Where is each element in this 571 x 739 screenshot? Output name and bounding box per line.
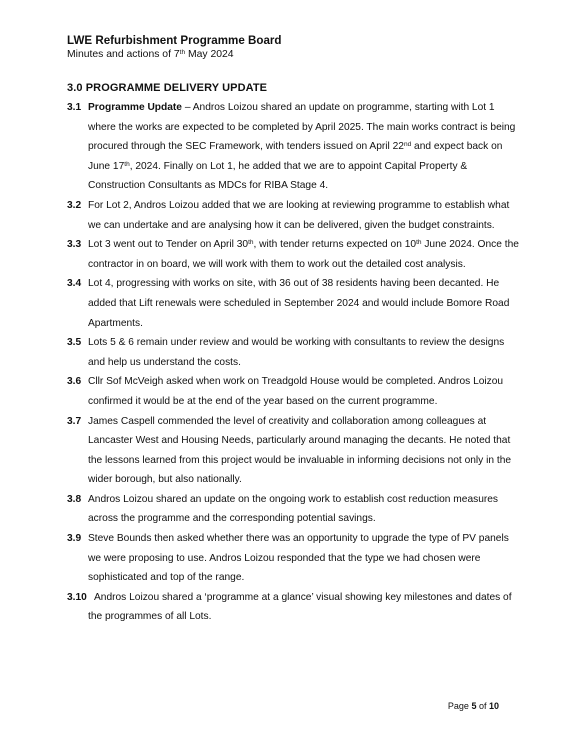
minutes-item-3-1 bbox=[67, 98, 519, 196]
page-footer bbox=[448, 700, 499, 712]
item-text: For Lot 2, Andros Loizou added that we are looking at reviewing programme to establish what we can undertake and are analysing how it can be delivered, given the budget constraints. bbox=[88, 199, 510, 231]
section-heading: 3.0 PROGRAMME DELIVERY UPDATE bbox=[67, 82, 268, 94]
item-text-part: Lot 3 went out to Tender on April 30 bbox=[88, 239, 249, 251]
item-text: Lots 5 & 6 remain under review and would be working with consultants to review the designs and help us understand the costs. bbox=[88, 337, 505, 368]
minutes-item-3-3 bbox=[67, 235, 519, 274]
item-superscript: th bbox=[124, 160, 130, 168]
item-superscript: th bbox=[416, 239, 422, 247]
document-title: LWE Refurbishment Programme Board bbox=[67, 34, 282, 47]
item-number: 3.2 bbox=[67, 199, 82, 211]
item-text-part: , 2024. Finally on Lot 1, he added that we are to appoint Capital Property & Construction Consultants as MDCs for RIBA Stage 4. bbox=[88, 160, 468, 192]
subtitle-prefix: Minutes and actions of 7 bbox=[67, 49, 180, 60]
item-number: 3.9 bbox=[67, 533, 82, 545]
page-number: 5 bbox=[471, 701, 477, 711]
document-header bbox=[67, 34, 282, 61]
item-number: 3.1 bbox=[67, 102, 82, 113]
minutes-item-3-4 bbox=[67, 274, 519, 333]
item-number: 3.4 bbox=[67, 278, 82, 290]
minutes-item-3-6 bbox=[67, 372, 519, 411]
minutes-item-3-5 bbox=[67, 333, 519, 372]
item-text-part: – Andros Loizou shared an update on programme, starting with Lot 1 where the works are expected to be completed by April 2025. The main works contract is being procured through the SEC Framework, with tenders issued on April 22 bbox=[88, 102, 516, 153]
minutes-item-3-2 bbox=[67, 196, 519, 235]
page-total: 10 bbox=[488, 701, 499, 711]
item-number: 3.7 bbox=[67, 415, 82, 427]
item-superscript: th bbox=[248, 239, 254, 247]
page-word: Page bbox=[447, 701, 472, 711]
item-text-part: June 2024. Once the contractor in on board, we will work with them to work out the detailed cost analysis. bbox=[88, 239, 519, 270]
minutes-item-3-9 bbox=[67, 529, 519, 588]
subtitle-superscript: th bbox=[179, 49, 186, 56]
minutes-item-3-8 bbox=[67, 490, 519, 529]
item-superscript: nd bbox=[403, 141, 412, 149]
item-text: Andros Loizou shared an update on the ongoing work to establish cost reduction measures across the programme and the corresponding potential savings. bbox=[88, 493, 499, 525]
item-lead-title: Programme Update bbox=[88, 102, 182, 113]
item-text: Lot 4, progressing with works on site, with 36 out of 38 residents having been decanted. He added that Lift renewals were scheduled in September 2024 and would include Bomore Road Apartments. bbox=[88, 278, 510, 329]
subtitle-suffix: May 2024 bbox=[185, 49, 234, 60]
item-text: Andros Loizou shared a ‘programme at a glance’ visual showing key milestones and dates of the programmes of all Lots. bbox=[88, 591, 512, 623]
minutes-item-3-10 bbox=[67, 588, 519, 627]
item-text-part: , with tender returns expected on 10 bbox=[253, 239, 417, 251]
item-number: 3.10 bbox=[67, 591, 87, 603]
item-number: 3.6 bbox=[67, 376, 82, 388]
document-subtitle bbox=[67, 48, 282, 61]
minutes-items bbox=[67, 98, 519, 627]
page-of-word: of bbox=[476, 701, 489, 711]
item-text: James Caspell commended the level of creativity and collaboration among colleagues at Lancaster West and Housing Needs, particularly around managing the decants. He noted that the lessons learned from this project would be invaluable in informing decisions not only in the wider borough, but also nationally. bbox=[88, 415, 512, 486]
item-text-part: and expect back on June 17 bbox=[88, 141, 503, 172]
item-text: Steve Bounds then asked whether there was an opportunity to upgrade the type of PV panels we were proposing to use. Andros Loizou responded that the type we had chosen were sophisticated and top of the range. bbox=[88, 533, 509, 584]
item-number: 3.5 bbox=[67, 337, 82, 349]
item-number: 3.3 bbox=[67, 239, 82, 251]
item-text: Cllr Sof McVeigh asked when work on Treadgold House would be completed. Andros Loizou confirmed it would be at the end of the year based on the current programme. bbox=[88, 376, 504, 407]
minutes-item-3-7 bbox=[67, 412, 519, 490]
item-number: 3.8 bbox=[67, 493, 82, 505]
